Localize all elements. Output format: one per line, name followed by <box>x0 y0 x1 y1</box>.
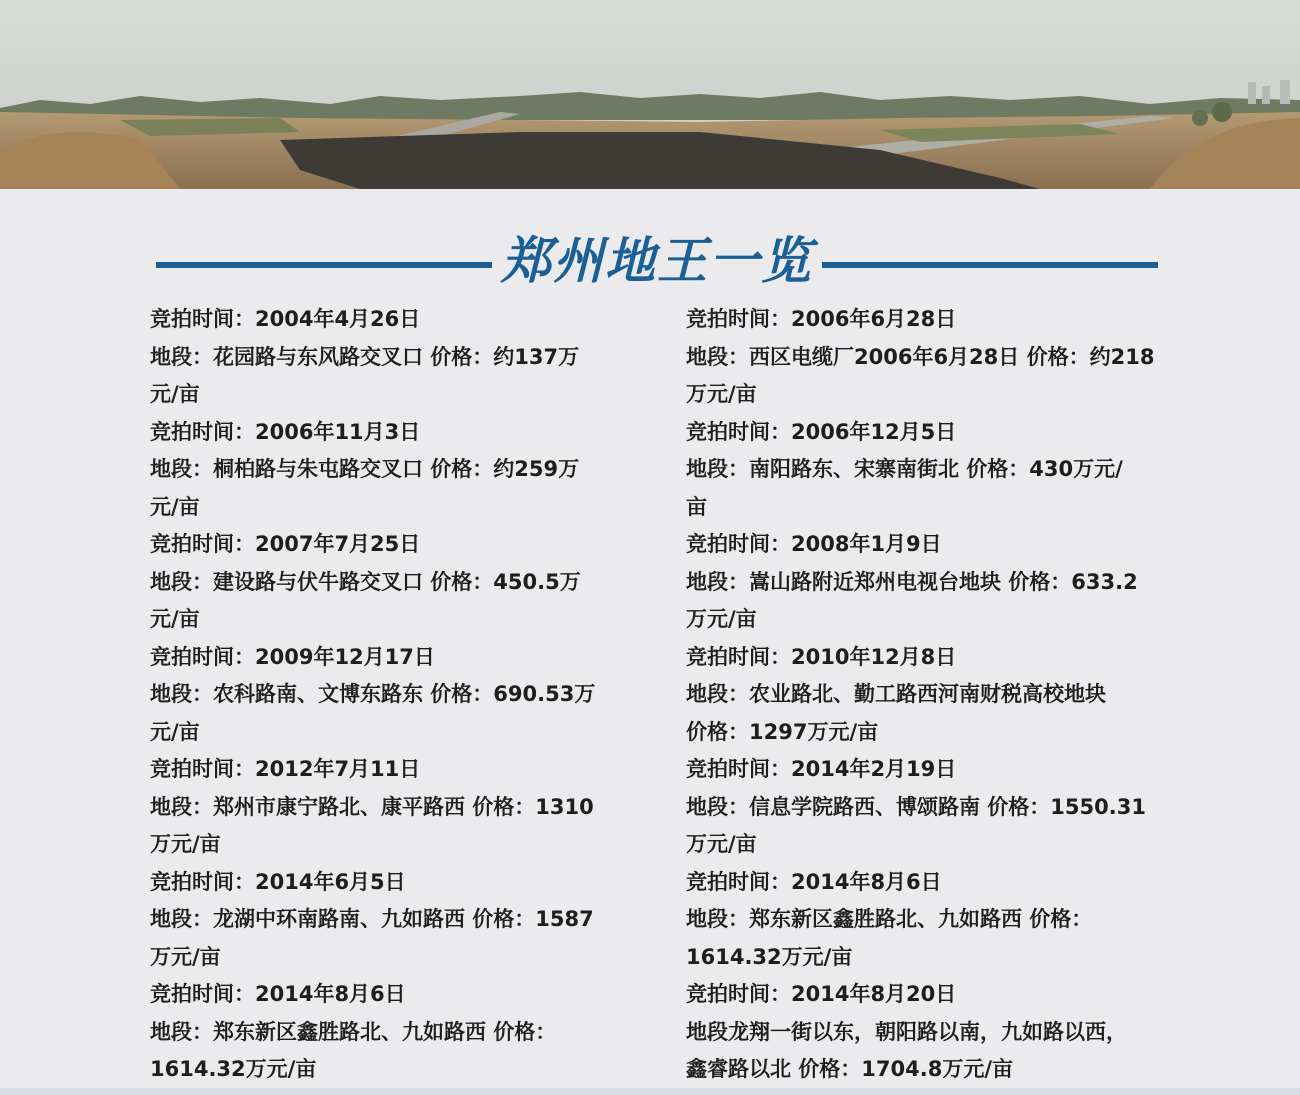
auction-entry <box>150 751 638 864</box>
entry-line: 竞拍时间：2014年6月5日 <box>150 869 406 894</box>
entry-line: 地段龙翔一街以东，朝阳路以南，九如路以西， <box>686 1019 1127 1044</box>
auction-entry <box>686 976 1186 1089</box>
entry-line: 价格：1297万元/亩 <box>686 719 879 744</box>
entry-line: 地段：龙湖中环南路南、九如路西 价格：1587 <box>150 907 594 931</box>
entry-line: 竞拍时间：2014年2月19日 <box>686 757 957 781</box>
entry-line: 竞拍时间：2006年6月28日 <box>686 307 957 331</box>
construction-site-panorama <box>0 0 1300 189</box>
entry-line: 地段：花园路与东风路交叉口 价格：约137万 <box>150 344 580 369</box>
auction-entry <box>686 639 1186 752</box>
entry-line: 竞拍时间：2006年12月5日 <box>686 419 957 444</box>
entry-line: 元/亩 <box>150 607 200 631</box>
entry-line: 竞拍时间：2004年4月26日 <box>150 307 421 331</box>
entry-line: 地段：嵩山路附近郑州电视台地块 价格：633.2 <box>686 569 1138 594</box>
auction-entry <box>686 751 1186 864</box>
auction-entry <box>686 864 1186 977</box>
entry-line: 竞拍时间：2014年8月20日 <box>686 982 957 1006</box>
entry-line: 万元/亩 <box>150 832 221 856</box>
entry-line: 地段：南阳路东、宋寨南街北 价格：430万元/ <box>686 457 1123 481</box>
entry-line: 地段：郑东新区鑫胜路北、九如路西 价格： <box>150 1019 557 1044</box>
entry-line: 竞拍时间：2014年8月6日 <box>686 869 942 894</box>
entry-line: 地段：农科路南、文博东路东 价格：690.53万 <box>150 682 596 706</box>
auction-entry <box>150 301 638 414</box>
entry-line: 亩 <box>686 494 707 519</box>
auction-entry <box>150 864 638 977</box>
auction-entry <box>150 639 638 752</box>
entry-line: 万元/亩 <box>686 832 757 856</box>
entry-line: 竞拍时间：2007年7月25日 <box>150 532 421 556</box>
entry-line: 地段：西区电缆厂2006年6月28日 价格：约218 <box>686 344 1155 369</box>
entry-line: 竞拍时间：2010年12月8日 <box>686 644 957 669</box>
entry-line: 地段：信息学院路西、博颂路南 价格：1550.31 <box>686 794 1146 819</box>
panorama-banner-image <box>0 0 1300 189</box>
auction-entry <box>150 526 638 639</box>
entry-line: 万元/亩 <box>150 944 221 969</box>
title-rule-right <box>822 262 1158 268</box>
entry-line: 竞拍时间：2006年11月3日 <box>150 419 421 444</box>
entry-line: 竞拍时间：2009年12月17日 <box>150 644 435 669</box>
entry-line: 1614.32万元/亩 <box>686 944 853 969</box>
entry-line: 竞拍时间：2012年7月11日 <box>150 757 421 781</box>
auction-entry <box>686 414 1186 527</box>
entry-line: 鑫睿路以北 价格：1704.8万元/亩 <box>686 1057 1014 1081</box>
entry-line: 万元/亩 <box>686 607 757 631</box>
auction-entry <box>150 414 638 527</box>
entry-line: 元/亩 <box>150 494 200 519</box>
entry-line: 竞拍时间：2014年8月6日 <box>150 982 406 1006</box>
bottom-divider <box>0 1088 1300 1095</box>
entry-line: 地段：郑州市康宁路北、康平路西 价格：1310 <box>150 794 594 819</box>
title-rule-left <box>156 262 492 268</box>
auction-entry <box>686 526 1186 639</box>
left-column <box>150 301 638 1089</box>
auction-entry <box>686 301 1186 414</box>
entry-line: 元/亩 <box>150 382 200 406</box>
entry-line: 地段：桐柏路与朱屯路交叉口 价格：约259万 <box>150 457 580 481</box>
page-title: 郑州地王一览 <box>501 231 813 290</box>
entry-line: 地段：建设路与伏牛路交叉口 价格：450.5万 <box>150 569 581 594</box>
entry-line: 地段：农业路北、勤工路西河南财税高校地块 <box>686 682 1106 706</box>
entry-line: 1614.32万元/亩 <box>150 1057 317 1081</box>
entry-line: 元/亩 <box>150 719 200 744</box>
entry-line: 万元/亩 <box>686 382 757 406</box>
entry-line: 竞拍时间：2008年1月9日 <box>686 532 942 556</box>
right-column <box>686 301 1186 1089</box>
title-row <box>0 228 1300 298</box>
auction-entry <box>150 976 638 1089</box>
entry-line: 地段：郑东新区鑫胜路北、九如路西 价格： <box>686 907 1093 931</box>
